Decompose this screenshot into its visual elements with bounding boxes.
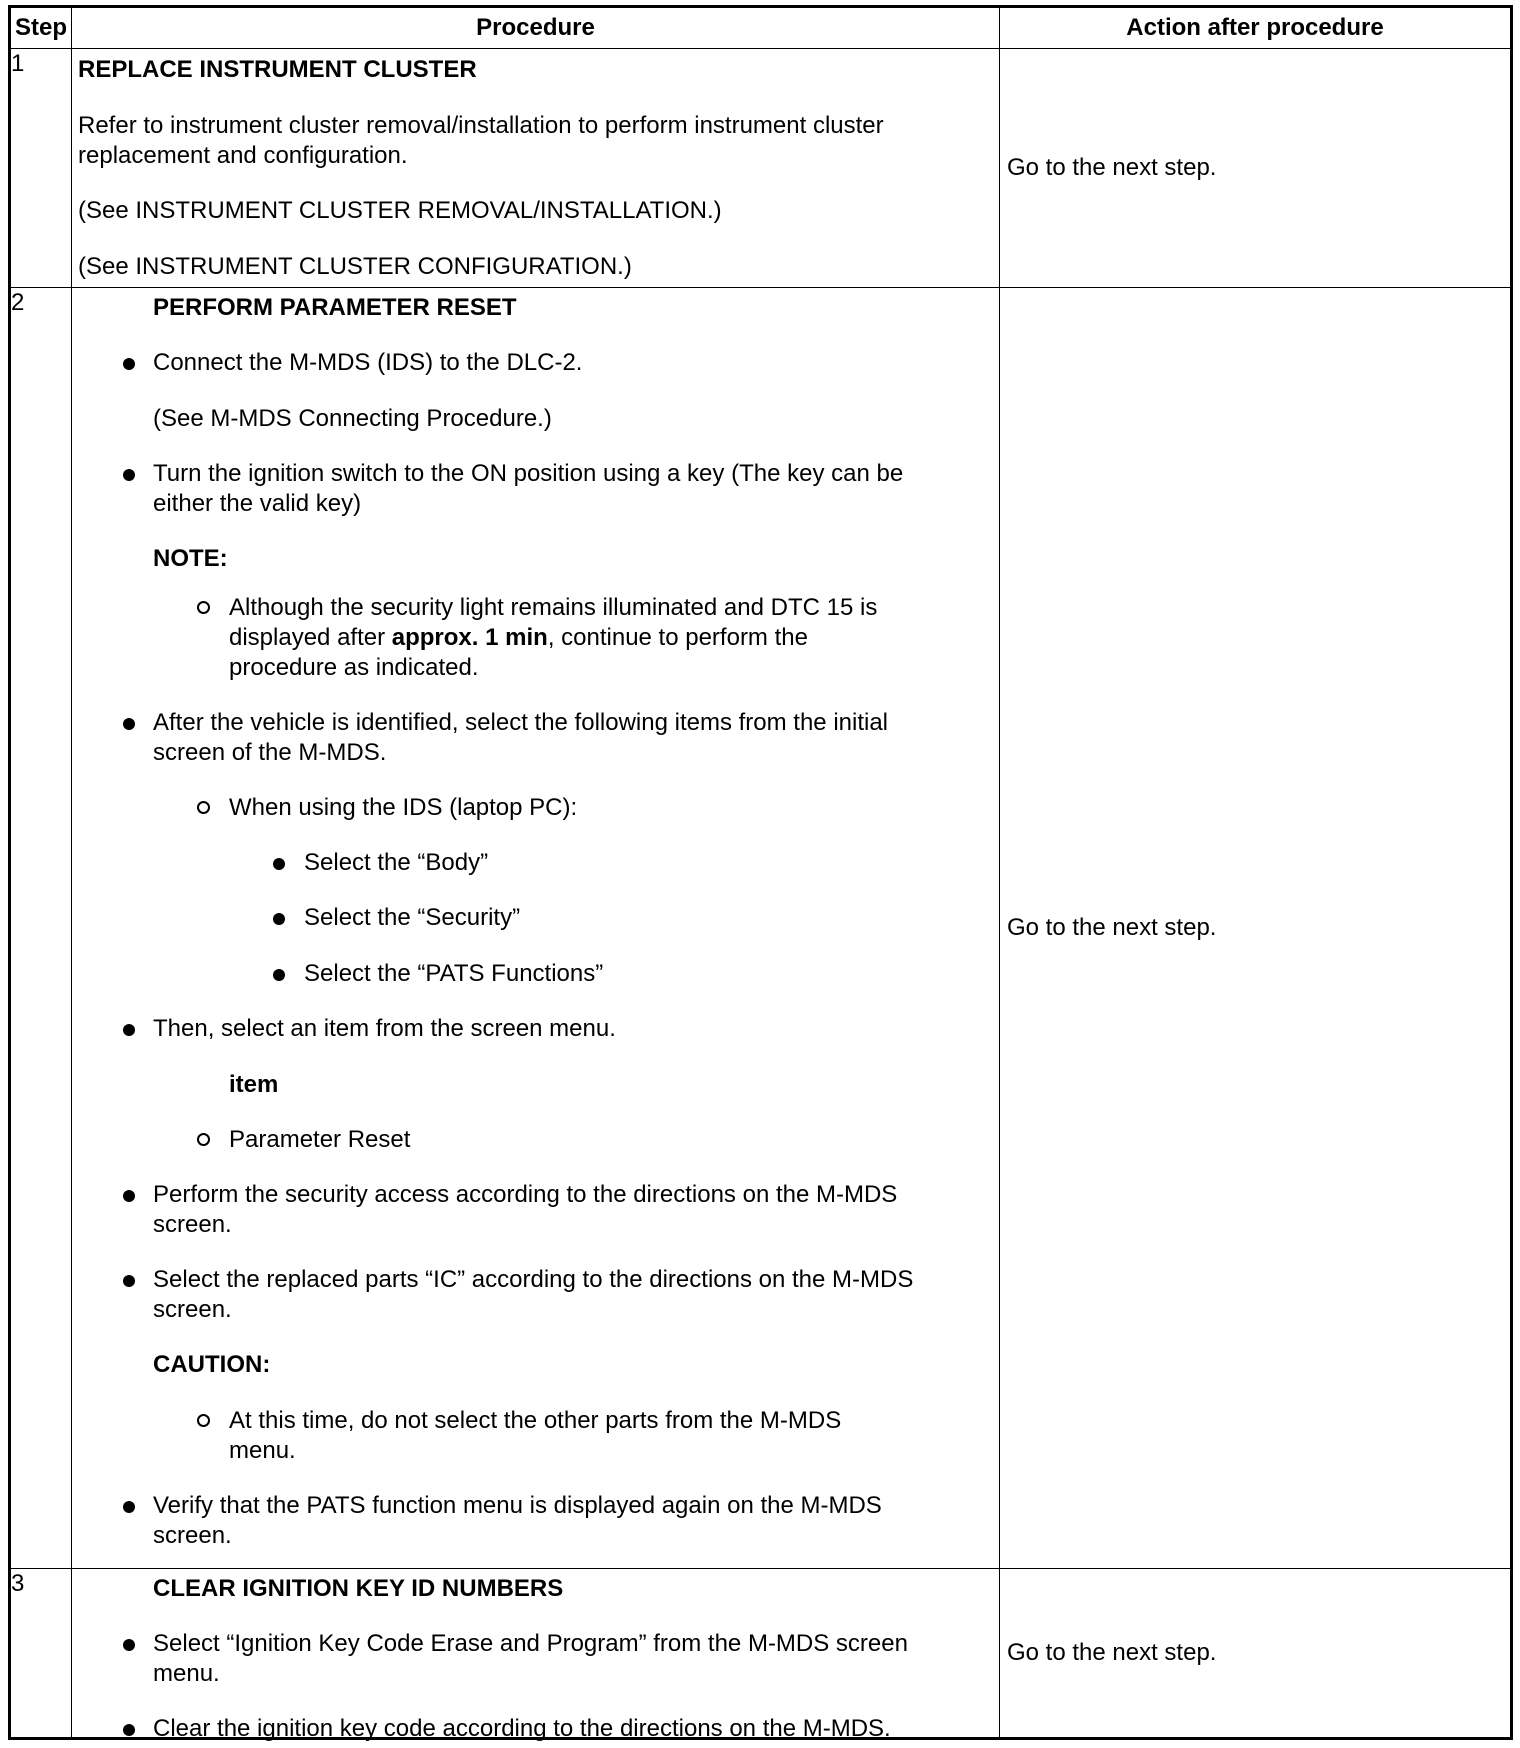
bullet-icon [123, 1724, 135, 1736]
sub-bullet-text: When using the IDS (laptop PC): [229, 794, 578, 821]
note-text: procedure as indicated. [229, 654, 479, 681]
bullet-text: Select “Ignition Key Code Erase and Program” from the M-MDS screen [153, 1630, 908, 1657]
bullet-text-cont: screen. [153, 1211, 232, 1238]
caution-text-cont: menu. [229, 1437, 296, 1464]
sub-bullet-icon [197, 601, 210, 614]
header-procedure: Procedure [72, 7, 1000, 49]
bullet-icon [123, 358, 135, 370]
bullet-icon [123, 1024, 135, 1036]
bullet-text-cont: either the valid key) [153, 490, 362, 517]
paragraph-line: Refer to instrument cluster removal/installation to perform instrument cluster [78, 112, 884, 139]
action-cell: Go to the next step. [1000, 288, 1512, 1569]
bullet-text: Connect the M-MDS (IDS) to the DLC-2. [153, 349, 583, 376]
action-cell: Go to the next step. [1000, 1569, 1512, 1739]
bullet-icon [123, 1275, 135, 1287]
sub-bullet-icon [197, 1133, 210, 1146]
menu-selection-security: Select the “Security” [304, 904, 521, 931]
step-title: PERFORM PARAMETER RESET [153, 294, 517, 321]
bullet-icon [123, 718, 135, 730]
step-number: 2 [10, 288, 72, 1569]
table-row-step-3 [10, 1569, 1512, 1739]
bullet-icon [123, 1501, 135, 1513]
step-number: 1 [10, 49, 72, 288]
bullet-text: Verify that the PATS function menu is displayed again on the M-MDS [153, 1492, 882, 1519]
note-text: displayed after approx. 1 min, continue to perform the [229, 624, 808, 651]
table-row-step-2 [10, 288, 1512, 1569]
item-label: item [229, 1071, 279, 1098]
bullet-text: Clear the ignition key code according to the directions on the M-MDS. [153, 1715, 891, 1742]
step-title: CLEAR IGNITION KEY ID NUMBERS [153, 1575, 564, 1602]
note-text: Although the security light remains illuminated and DTC 15 is [229, 594, 878, 621]
bullet-icon [123, 469, 135, 481]
caution-label: CAUTION: [153, 1351, 271, 1378]
bullet-text: Then, select an item from the screen menu. [153, 1015, 616, 1042]
bullet-text-cont: screen. [153, 1522, 232, 1549]
reference-removal-installation: (See INSTRUMENT CLUSTER REMOVAL/INSTALLATION.) [78, 197, 722, 224]
paragraph-line: replacement and configuration. [78, 142, 408, 169]
bullet-text: Perform the security access according to the directions on the M-MDS [153, 1181, 898, 1208]
item-parameter-reset: Parameter Reset [229, 1126, 411, 1153]
bullet-icon [123, 1190, 135, 1202]
header-action: Action after procedure [1000, 7, 1512, 49]
bullet-icon [123, 1639, 135, 1651]
bullet-text: After the vehicle is identified, select the following items from the initial [153, 709, 889, 736]
bullet-text: Turn the ignition switch to the ON position using a key (The key can be [153, 460, 904, 487]
step-number: 3 [10, 1569, 72, 1739]
menu-selection-pats: Select the “PATS Functions” [304, 960, 604, 987]
step-title: REPLACE INSTRUMENT CLUSTER [78, 56, 477, 83]
bullet-icon [273, 913, 285, 925]
note-label: NOTE: [153, 545, 228, 572]
menu-selection-body: Select the “Body” [304, 849, 489, 876]
header-step: Step [10, 7, 72, 49]
action-cell: Go to the next step. [1000, 49, 1512, 288]
reference-configuration: (See INSTRUMENT CLUSTER CONFIGURATION.) [78, 253, 632, 280]
table-header-row [10, 7, 1512, 49]
caution-text: At this time, do not select the other parts from the M-MDS [229, 1407, 842, 1434]
procedure-cell-3 [72, 1569, 1000, 1742]
procedure-table [8, 5, 1513, 1740]
table-row-step-1 [10, 49, 1512, 288]
bullet-icon [273, 858, 285, 870]
bullet-text-cont: screen of the M-MDS. [153, 739, 387, 766]
bullet-icon [273, 969, 285, 981]
note-emphasis: approx. 1 min [391, 624, 548, 651]
bullet-text-cont: menu. [153, 1660, 220, 1687]
bullet-text: Select the replaced parts “IC” according to the directions on the M-MDS [153, 1266, 914, 1293]
sub-bullet-icon [197, 801, 210, 814]
sub-bullet-icon [197, 1414, 210, 1427]
procedure-cell-2 [72, 288, 1000, 1569]
procedure-cell-1 [72, 49, 1000, 288]
bullet-text-cont: screen. [153, 1296, 232, 1323]
reference-connecting-procedure: (See M-MDS Connecting Procedure.) [153, 405, 552, 432]
